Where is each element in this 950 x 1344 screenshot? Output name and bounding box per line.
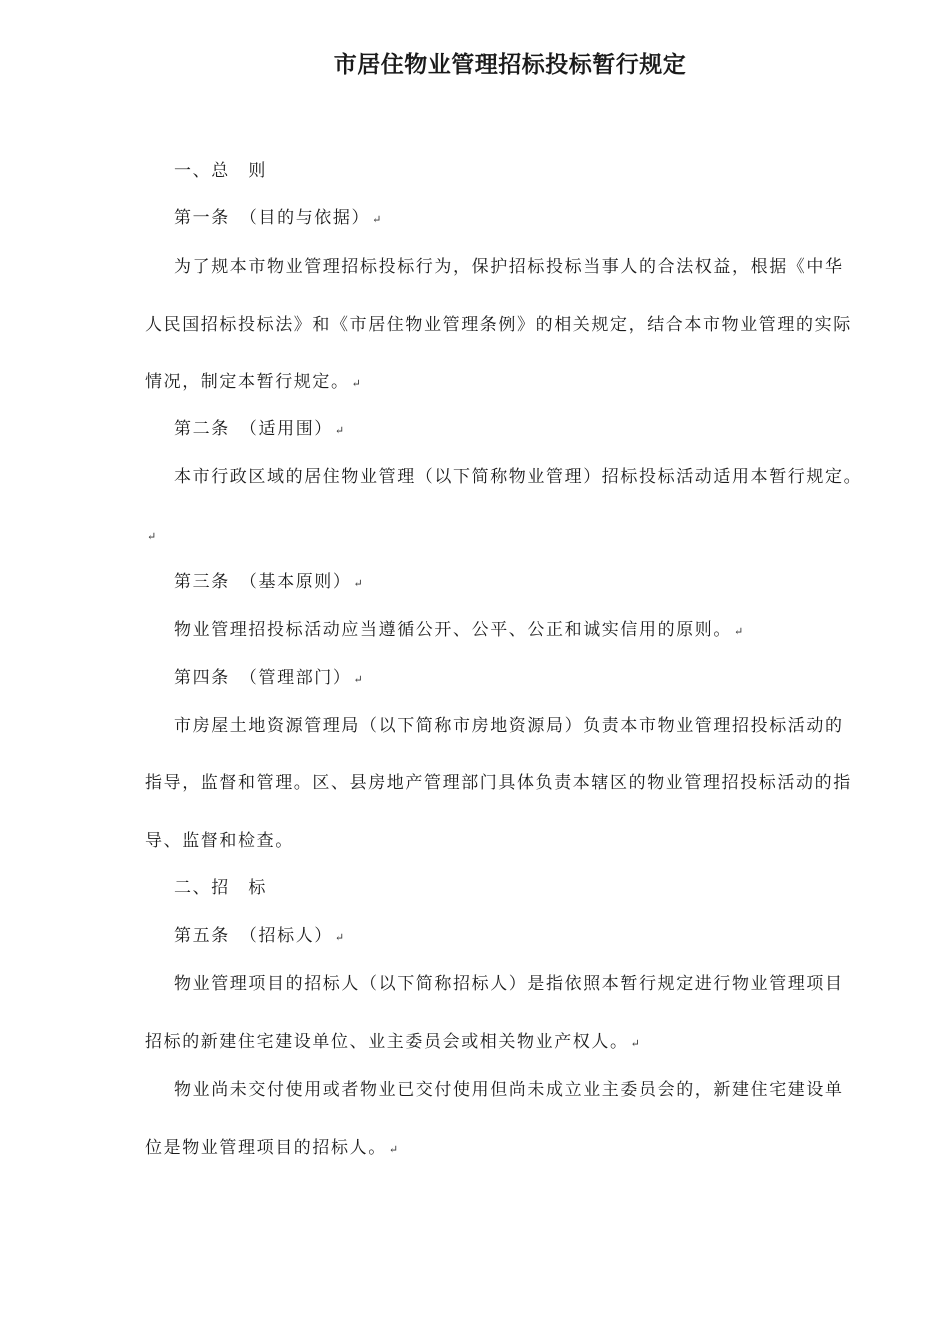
article-1-text-line-2: 人民国招标投标法》和《市居住物业管理条例》的相关规定，结合本市物业管理的实际: [145, 315, 852, 335]
article-5-text-line-3: 物业尚未交付使用或者物业已交付使用但尚未成立业主委员会的，新建住宅建设单: [174, 1080, 844, 1100]
article-5-text-line-4: 位是物业管理项目的招标人。 ↵: [145, 1138, 399, 1158]
paragraph-mark-icon: ↵: [351, 377, 361, 390]
article-4-text-line-3: 导、监督和检查。: [145, 831, 294, 851]
paragraph-mark-icon: ↵: [388, 1143, 399, 1156]
paragraph-mark-icon: ↵: [334, 424, 345, 437]
article-3-text: 物业管理招投标活动应当遵循公开、公平、公正和诚实信用的原则。 ↵: [174, 620, 744, 640]
document-title: 市居住物业管理招标投标暂行规定: [333, 51, 687, 78]
article-4-heading: 第四条 （管理部门） ↵: [174, 668, 363, 688]
article-3-heading: 第三条 （基本原则） ↵: [174, 572, 363, 592]
article-5-text-line-2: 招标的新建住宅建设单位、业主委员会或相关物业产权人。 ↵: [145, 1032, 640, 1052]
article-5-text-line-1: 物业管理项目的招标人（以下简称招标人）是指依照本暂行规定进行物业管理项目: [174, 974, 844, 994]
paragraph-mark-icon: ↵: [147, 530, 157, 543]
paragraph-mark-icon: ↵: [372, 213, 382, 226]
article-2-text-line-1: 本市行政区域的居住物业管理（以下简称物业管理）招标投标活动适用本暂行规定。: [174, 467, 863, 487]
paragraph-mark-icon: ↵: [353, 577, 363, 590]
article-2-heading: 第二条 （适用围） ↵: [174, 419, 345, 439]
article-1-heading: 第一条 （目的与依据） ↵: [174, 208, 382, 228]
paragraph-mark-icon: ↵: [734, 625, 744, 638]
section-heading-tender: 二、招 标: [174, 878, 267, 898]
paragraph-mark-icon: ↵: [334, 931, 345, 944]
paragraph-mark-icon: ↵: [353, 673, 363, 686]
article-2-text-line-2: [145, 525, 156, 547]
article-1-text-line-1: 为了规本市物业管理招标投标行为，保护招标投标当事人的合法权益，根据《中华: [174, 257, 844, 277]
article-1-text-line-3: 情况，制定本暂行规定。 ↵: [145, 372, 361, 392]
article-4-text-line-1: 市房屋土地资源管理局（以下简称市房地资源局）负责本市物业管理招投标活动的: [174, 716, 844, 736]
section-heading-general: 一、总 则: [174, 161, 267, 181]
article-5-heading: 第五条 （招标人） ↵: [174, 926, 345, 946]
article-4-text-line-2: 指导，监督和管理。区、县房地产管理部门具体负责本辖区的物业管理招投标活动的指: [145, 773, 852, 793]
paragraph-mark-icon: ↵: [630, 1037, 640, 1050]
